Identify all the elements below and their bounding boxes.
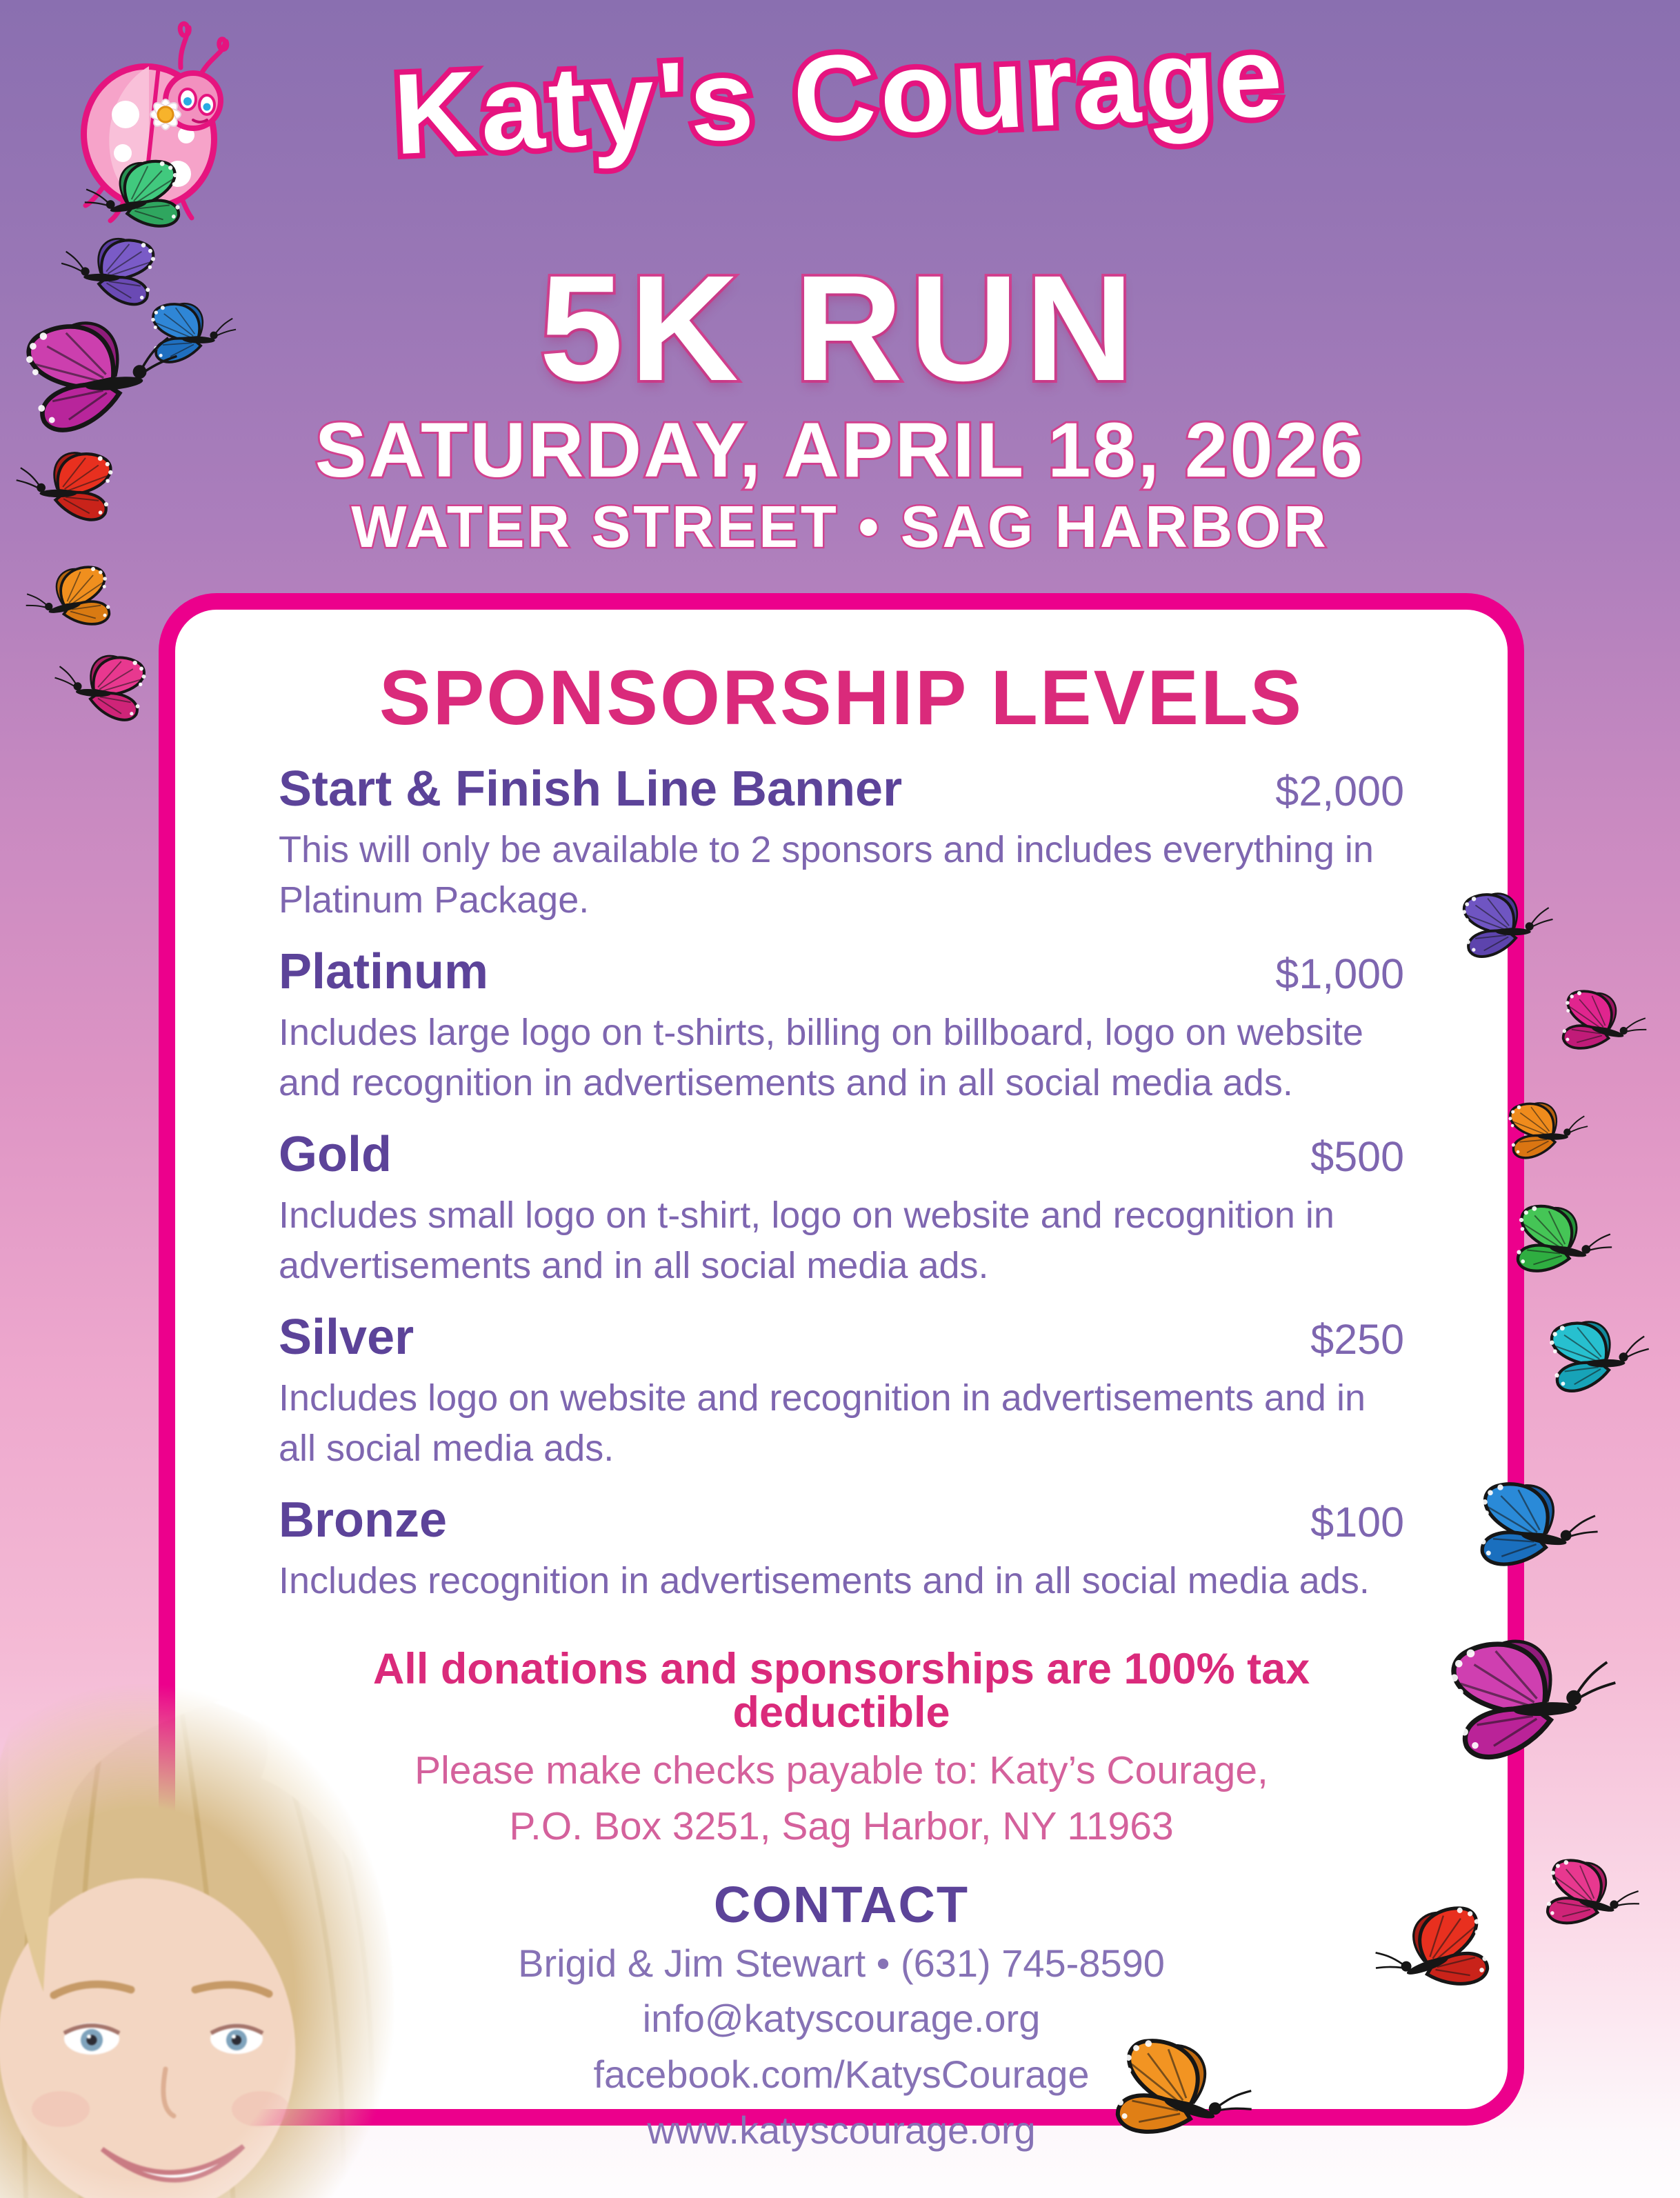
level-row-silver [279, 1309, 1404, 1475]
level-description: Includes small logo on t-shirt, logo on website and recognition in advertisements and in all social media ads. [279, 1194, 1334, 1287]
level-price: $500 [1310, 1132, 1404, 1180]
checks-line-1: Please make checks payable to: Katy’s Courage, [414, 1748, 1268, 1792]
level-row-gold [279, 1126, 1404, 1292]
checks-payable-note [279, 1743, 1404, 1855]
level-price: $2,000 [1275, 768, 1404, 815]
contact-names-phone: Brigid & Jim Stewart • (631) 745-8590 [518, 1941, 1165, 1985]
level-name: Platinum [279, 943, 489, 999]
level-price: $1,000 [1275, 950, 1404, 997]
butterfly-icon [1490, 1092, 1593, 1173]
event-location: WATER STREET • SAG HARBOR [351, 494, 1329, 560]
level-price: $100 [1310, 1498, 1404, 1546]
butterfly-icon [1526, 1307, 1657, 1411]
sponsorship-title: SPONSORSHIP LEVELS [379, 655, 1304, 741]
org-logo-wordmark: Katy's Courage [391, 12, 1289, 179]
event-title: 5K RUN [539, 245, 1141, 412]
level-description: Includes recognition in advertisements and in all social media ads. [279, 1559, 1370, 1601]
contact-facebook: facebook.com/KatysCourage [593, 2052, 1090, 2097]
contact-website: www.katyscourage.org [647, 2108, 1036, 2152]
checks-line-2: P.O. Box 3251, Sag Harbor, NY 11963 [509, 1804, 1174, 1848]
level-name: Bronze [279, 1492, 448, 1548]
butterfly-icon [1452, 1471, 1604, 1590]
butterfly-icon [1441, 881, 1559, 975]
tax-deductible-note: All donations and sponsorships are 100% tax deductible [372, 1644, 1310, 1737]
butterfly-icon [10, 439, 135, 539]
contact-email: info@katyscourage.org [642, 1997, 1041, 2041]
butterfly-icon [1492, 1194, 1618, 1294]
level-description: Includes large logo on t-shirts, billing on billboard, logo on website and recognition in advertisements and in all social media ads. [279, 1011, 1363, 1104]
level-name: Silver [279, 1309, 414, 1365]
level-price: $250 [1310, 1315, 1404, 1363]
level-row-platinum [279, 943, 1404, 1109]
level-row-banner [279, 761, 1404, 926]
butterfly-icon [1410, 1613, 1632, 1793]
contact-title: CONTACT [713, 1875, 970, 1933]
level-description: Includes logo on website and recognition in advertisements and in all social media ads. [279, 1377, 1366, 1470]
butterfly-icon [19, 555, 132, 647]
girl-photo [0, 1633, 419, 2198]
butterfly-icon [1521, 1847, 1647, 1949]
level-description: This will only be available to 2 sponsors and includes everything in Platinum Package. [279, 829, 1374, 921]
butterfly-icon [1540, 979, 1653, 1071]
level-name: Start & Finish Line Banner [279, 761, 903, 817]
event-date: SATURDAY, APRIL 18, 2026 [314, 407, 1366, 493]
level-row-bronze [279, 1492, 1404, 1606]
butterfly-icon [46, 639, 168, 740]
level-name: Gold [279, 1126, 392, 1182]
